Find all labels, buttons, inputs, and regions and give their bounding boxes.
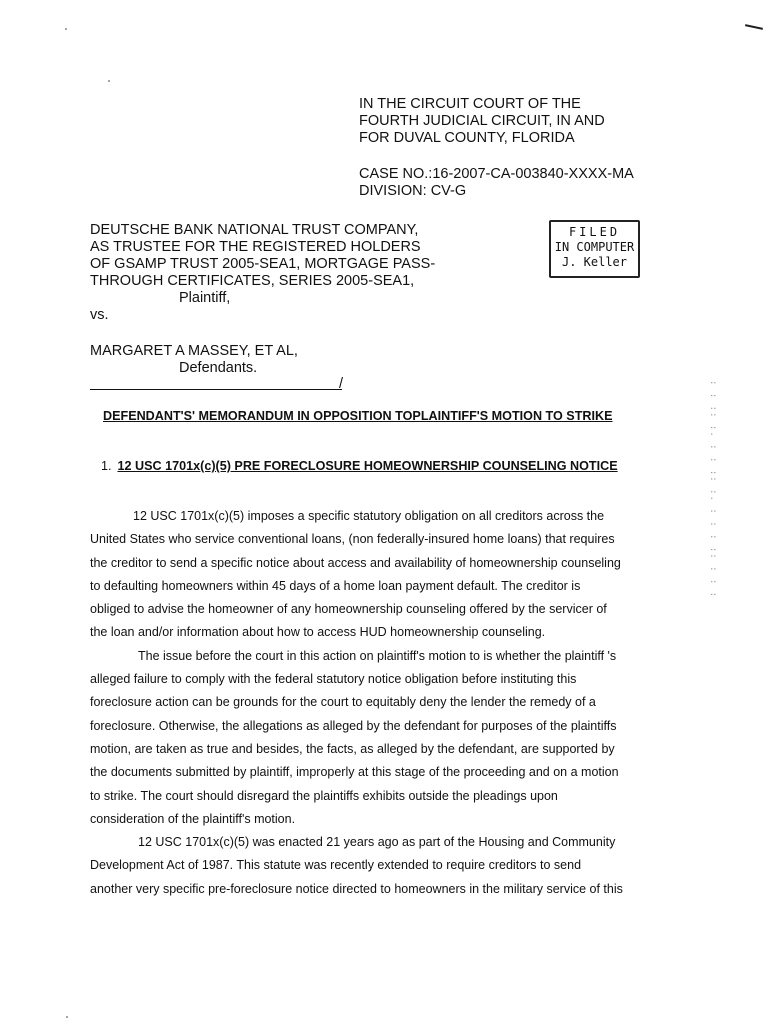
defendant-role: Defendants. [179, 360, 258, 376]
body-line: to defaulting homeowners within 45 days of a home loan payment default. The creditor is [90, 578, 581, 593]
stamp-filed-text: FILED [568, 225, 621, 239]
case-division: DIVISION: CV-G [359, 183, 467, 199]
defendant-block [90, 343, 510, 377]
body-line: 12 USC 1701x(c)(5) imposes a specific statutory obligation on all creditors across the [133, 509, 605, 523]
section-number: 1. [101, 459, 112, 473]
scan-speck [66, 1016, 68, 1018]
scan-speck [65, 28, 67, 30]
defendant-name: MARGARET A MASSEY, ET AL, [90, 343, 298, 359]
body-line: 12 USC 1701x(c)(5) was enacted 21 years ago as part of the Housing and Community [138, 835, 616, 850]
stamp-computer-text: IN COMPUTER [554, 240, 635, 254]
plaintiff-block [90, 222, 510, 307]
body-line: motion, are taken as true and besides, the facts, as alleged by the defendant, are supported by [90, 741, 615, 756]
case-number: CASE NO.:16-2007-CA-003840-XXXX-MA [359, 166, 634, 182]
plaintiff-role: Plaintiff, [179, 290, 231, 306]
scan-speck [108, 80, 110, 82]
plaintiff-line: AS TRUSTEE FOR THE REGISTERED HOLDERS [90, 239, 421, 255]
plaintiff-line: DEUTSCHE BANK NATIONAL TRUST COMPANY, [90, 222, 419, 238]
filed-stamp [549, 220, 640, 278]
body-line: the documents submitted by plaintiff, improperly at this stage of the proceeding and on a motion [90, 765, 619, 780]
body-line: the loan and/or information about how to access HUD homeownership counseling. [90, 625, 546, 640]
section-heading [101, 459, 618, 473]
body-line: another very specific pre-foreclosure notice directed to homeowners in the military service of this [90, 881, 623, 896]
court-header [359, 96, 699, 147]
scan-mark [745, 24, 763, 30]
case-info [359, 166, 699, 200]
court-line: IN THE CIRCUIT COURT OF THE [359, 96, 581, 112]
section-title: 12 USC 1701x(c)(5) PRE FORECLOSURE HOMEOWNERSHIP COUNSELING NOTICE [117, 459, 618, 473]
body-text [90, 505, 690, 901]
body-line: the creditor to send a specific notice about access and availability of homeownership counseling [90, 555, 621, 570]
stamp-clerk-text: J. Keller [561, 255, 628, 269]
court-line: FOURTH JUDICIAL CIRCUIT, IN AND [359, 113, 605, 129]
margin-filing-stamp: : : :: :. : : :: :. : : : :: : : : [708, 380, 718, 599]
body-line: to strike. The court should disregard the plaintiffs exhibits outside the pleadings upon [90, 788, 558, 803]
body-line: consideration of the plaintiff's motion. [90, 811, 296, 826]
plaintiff-line: THROUGH CERTIFICATES, SERIES 2005-SEA1, [90, 273, 415, 289]
signature-slash: / [339, 376, 344, 392]
plaintiff-line: OF GSAMP TRUST 2005-SEA1, MORTGAGE PASS- [90, 256, 436, 272]
body-line: Development Act of 1987. This statute was recently extended to require creditors to send [90, 858, 582, 873]
versus: vs. [90, 307, 109, 323]
body-line: obliged to advise the homeowner of any homeownership counseling offered by the servicer of [90, 602, 607, 617]
signature-line [90, 378, 342, 390]
memo-title: DEFENDANT'S' MEMORANDUM IN OPPOSITION TOPLAINTIFF'S MOTION TO STRIKE [103, 409, 613, 423]
body-line: The issue before the court in this action on plaintiff's motion to is whether the plaintiff 's [138, 648, 617, 663]
body-line: foreclosure. Otherwise, the allegations as alleged by the defendant for purposes of the plaintiffs [90, 718, 617, 733]
body-line: foreclosure action can be grounds for the court to equitably deny the lender the remedy of a [90, 695, 596, 710]
body-line: alleged failure to comply with the federal statutory notice obligation before instituting this [90, 672, 577, 687]
court-line: FOR DUVAL COUNTY, FLORIDA [359, 130, 575, 146]
body-line: United States who service conventional loans, (non federally-insured home loans) that requires [90, 532, 615, 547]
